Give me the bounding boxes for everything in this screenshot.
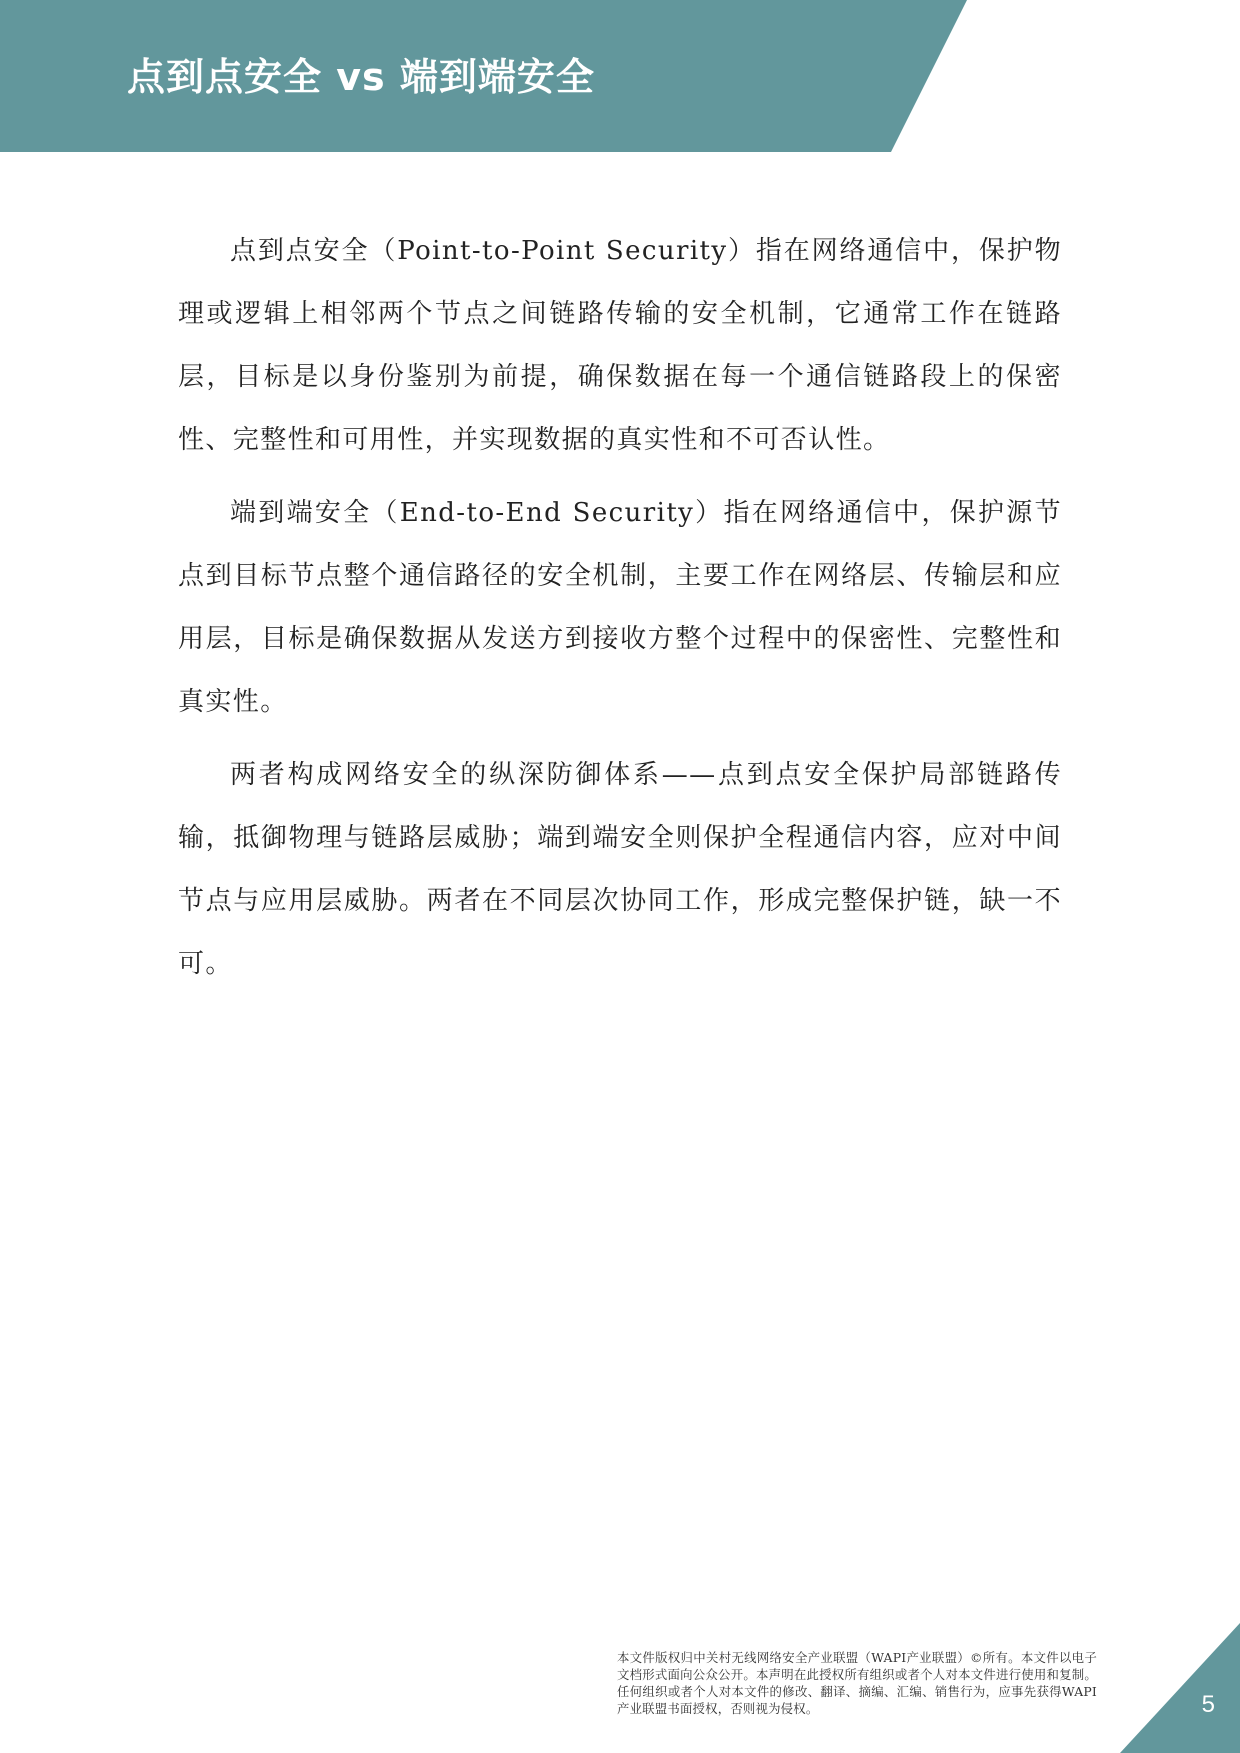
header-band	[0, 0, 1240, 152]
page-number: 5	[1201, 1691, 1215, 1718]
corner-triangle-polygon	[1120, 1623, 1240, 1753]
paragraph-point-to-point: 点到点安全（Point-to-Point Security）指在网络通信中，保护物理或逻辑上相邻两个节点之间链路传输的安全机制，它通常工作在链路层，目标是以身份鉴别为前提，确保数据在每一个通信链路段上的保密性、完整性和可用性，并实现数据的真实性和不可否认性。	[178, 236, 1062, 455]
copyright-notice: 本文件版权归中关村无线网络安全产业联盟（WAPI产业联盟）©所有。本文件以电子文档形式面向公众公开。本声明在此授权所有组织或者个人对本文件进行使用和复制。任何组织或者个人对本文件的修改、翻译、摘编、汇编、销售行为，应事先获得WAPI产业联盟书面授权，否则视为侵权。	[617, 1650, 1097, 1716]
body-text	[178, 220, 1062, 1006]
paragraph-defense-in-depth: 两者构成网络安全的纵深防御体系——点到点安全保护局部链路传输，抵御物理与链路层威胁；端到端安全则保护全程通信内容，应对中间节点与应用层威胁。两者在不同层次协同工作，形成完整保护链，缺一不可。	[178, 760, 1062, 979]
page-title: 点到点安全 vs 端到端安全	[127, 55, 595, 99]
page-corner	[1080, 1593, 1240, 1753]
corner-triangle	[1080, 1593, 1240, 1753]
paragraph-end-to-end: 端到端安全（End-to-End Security）指在网络通信中，保护源节点到目标节点整个通信路径的安全机制，主要工作在网络层、传输层和应用层，目标是确保数据从发送方到接收方整个过程中的保密性、完整性和真实性。	[178, 498, 1062, 717]
